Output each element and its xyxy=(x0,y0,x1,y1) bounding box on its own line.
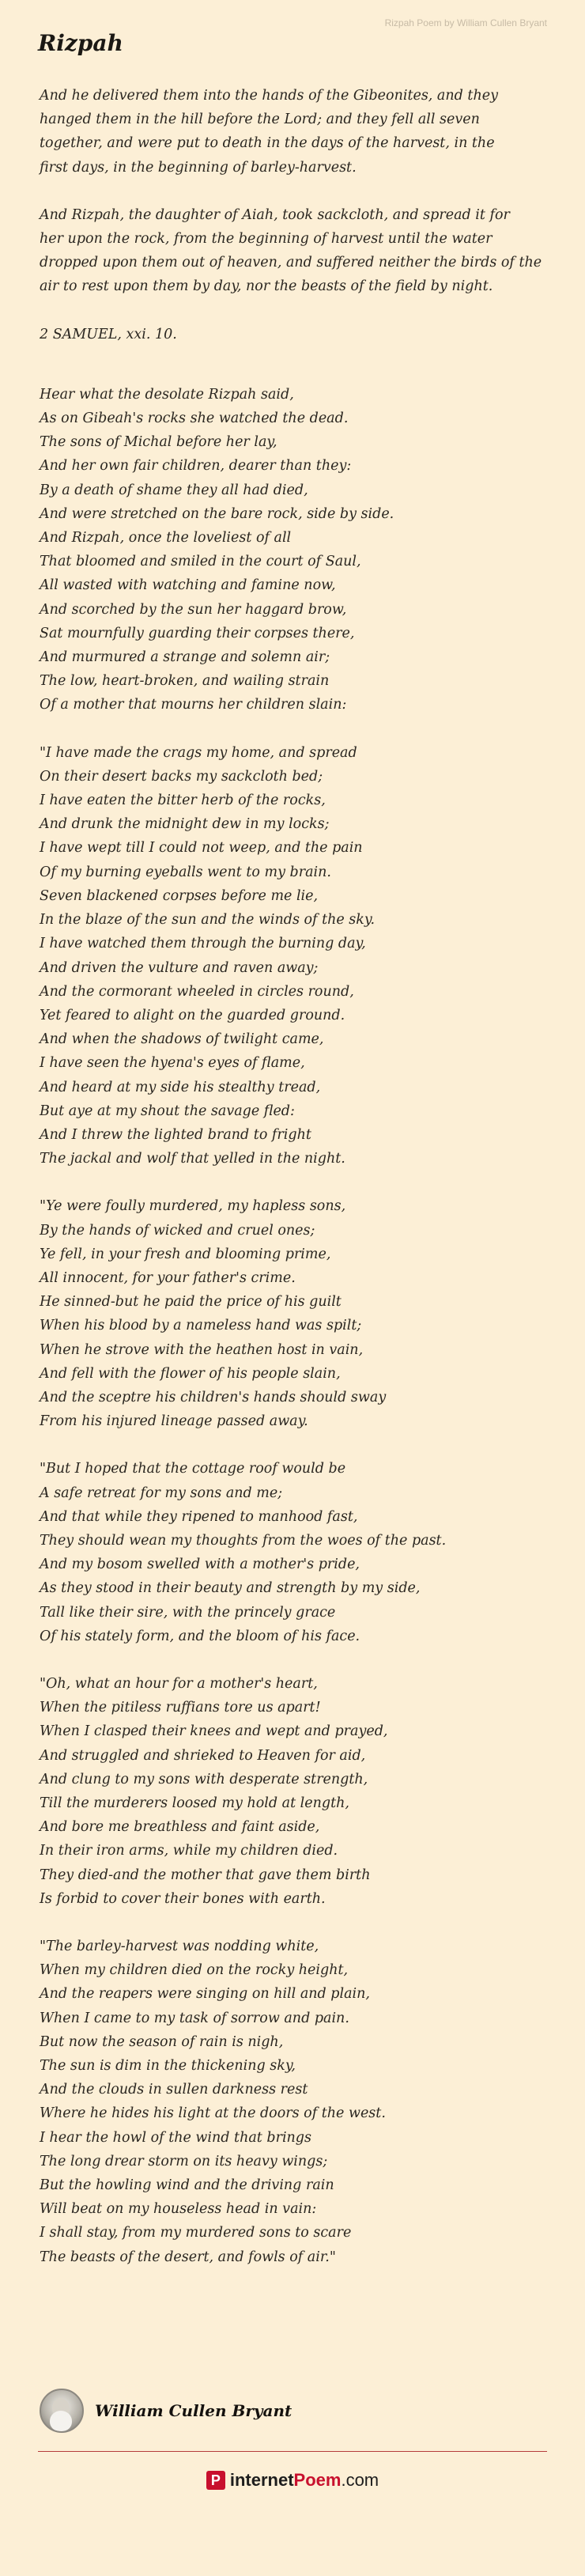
poem-line: But now the season of rain is nigh, xyxy=(40,2033,284,2050)
poem-line: When his blood by a nameless hand was spilt; xyxy=(40,1318,362,1334)
poem-line: The sons of Michal before her lay, xyxy=(40,434,277,451)
poem-line: And murmured a strange and solemn air; xyxy=(40,649,330,666)
scripture-reference: 2 SAMUEL, xxi. 10. xyxy=(40,326,177,342)
poem-line: "Ye were foully murdered, my hapless sons, xyxy=(40,1198,346,1215)
poem-line: When my children died on the rocky height, xyxy=(40,1962,349,1979)
poem-line: And fell with the flower of his people slain, xyxy=(40,1365,341,1382)
poem-line: "The barley-harvest was nodding white, xyxy=(40,1939,319,1955)
poem-body xyxy=(40,383,553,2269)
poem-line: And the sceptre his children's hands should sway xyxy=(40,1389,387,1405)
stanza xyxy=(40,1672,553,1911)
author-block[interactable] xyxy=(40,2389,292,2433)
author-name[interactable]: William Cullen Bryant xyxy=(95,2401,292,2420)
poem-line: And struggled and shrieked to Heaven for aid, xyxy=(40,1747,366,1764)
poem-line: From his injured lineage passed away. xyxy=(40,1413,308,1430)
poem-line: And the reapers were singing on hill and plain, xyxy=(40,1986,370,2003)
epigraph-paragraph xyxy=(40,84,553,180)
stanza xyxy=(40,383,553,717)
stanza xyxy=(40,1194,553,1433)
poem-line: When the pitiless ruffians tore us apart! xyxy=(40,1700,321,1716)
poem-line: "I have made the crags my home, and spread xyxy=(40,744,357,761)
poem-line: Is forbid to cover their bones with earth. xyxy=(40,1890,326,1907)
poem-line: As they stood in their beauty and strength by my side, xyxy=(40,1580,421,1597)
poem-line: I have seen the hyena's eyes of flame, xyxy=(40,1055,305,1072)
poem-line: And when the shadows of twilight came, xyxy=(40,1031,324,1048)
epigraph-line: And Rizpah, the daughter of Aiah, took sackcloth, and spread it for xyxy=(40,206,510,223)
poem-line: Of my burning eyeballs went to my brain. xyxy=(40,864,331,880)
poem-line: That bloomed and smiled in the court of Saul, xyxy=(40,554,361,570)
poem-line: And were stretched on the bare rock, side by side. xyxy=(40,505,394,522)
poem-line: I have eaten the bitter herb of the rocks, xyxy=(40,792,326,809)
poem-line: "Oh, what an hour for a mother's heart, xyxy=(40,1675,318,1692)
poem-line: And scorched by the sun her haggard brow, xyxy=(40,601,347,618)
poem-line: But the howling wind and the driving rain xyxy=(40,2177,334,2194)
epigraph-line: dropped upon them out of heaven, and suffered neither the birds of the xyxy=(40,255,542,271)
stanza xyxy=(40,1457,553,1648)
epigraph-line: her upon the rock, from the beginning of harvest until the water xyxy=(40,231,493,248)
poem-line: Yet feared to alight on the guarded ground. xyxy=(40,1007,345,1023)
epigraph xyxy=(40,84,553,299)
poem-line: And bore me breathless and faint aside, xyxy=(40,1819,320,1836)
poem-title: Rizpah xyxy=(38,30,123,56)
poem-line: And the cormorant wheeled in circles round, xyxy=(40,983,354,1000)
poem-line: And Rizpah, once the loveliest of all xyxy=(40,530,292,547)
poem-line: They died-and the mother that gave them birth xyxy=(40,1867,371,1883)
poem-line: Ye fell, in your fresh and blooming prime, xyxy=(40,1246,331,1262)
stanza xyxy=(40,1935,553,2269)
poem-line: "But I hoped that the cottage roof would be xyxy=(40,1461,346,1477)
author-avatar xyxy=(40,2389,84,2433)
footer-divider xyxy=(38,2451,547,2452)
poem-line: As on Gibeah's rocks she watched the dead. xyxy=(40,410,349,427)
poem-line: By a death of shame they all had died, xyxy=(40,482,308,498)
logo-mark-icon: P xyxy=(206,2471,225,2490)
poem-line: Hear what the desolate Rizpah said, xyxy=(40,386,294,403)
poem-line: On their desert backs my sackcloth bed; xyxy=(40,768,323,785)
poem-line: Tall like their sire, with the princely grace xyxy=(40,1604,336,1621)
poem-line: Will beat on my houseless head in vain: xyxy=(40,2201,317,2218)
poem-line: All wasted with watching and famine now, xyxy=(40,577,336,594)
site-credit: Rizpah Poem by William Cullen Bryant xyxy=(384,17,547,28)
epigraph-paragraph xyxy=(40,203,553,299)
poem-line: The jackal and wolf that yelled in the night. xyxy=(40,1151,345,1167)
poem-line: I hear the howl of the wind that brings xyxy=(40,2129,311,2146)
logo-text-com: .com xyxy=(341,2470,379,2490)
poem-line: And the clouds in sullen darkness rest xyxy=(40,2082,308,2098)
poem-line: Till the murderers loosed my hold at length, xyxy=(40,1795,349,1811)
poem-line: I have watched them through the burning day, xyxy=(40,936,366,952)
poem-line: And that while they ripened to manhood fast, xyxy=(40,1508,358,1525)
poem-line: Where he hides his light at the doors of the west. xyxy=(40,2105,386,2122)
poem-line: Sat mournfully guarding their corpses there, xyxy=(40,625,355,641)
poem-line: And heard at my side his stealthy tread, xyxy=(40,1079,321,1095)
poem-line: When he strove with the heathen host in vain, xyxy=(40,1341,364,1358)
epigraph-line: hanged them in the hill before the Lord; and they fell all seven xyxy=(40,112,480,128)
poem-line: A safe retreat for my sons and me; xyxy=(40,1485,283,1501)
poem-line: When I clasped their knees and wept and prayed, xyxy=(40,1723,388,1740)
poem-line: The beasts of the desert, and fowls of air." xyxy=(40,2249,336,2265)
poem-line: By the hands of wicked and cruel ones; xyxy=(40,1222,315,1239)
poem-line: They should wean my thoughts from the woes of the past. xyxy=(40,1532,447,1549)
logo-text-poem: Poem xyxy=(293,2470,342,2490)
poem-line: He sinned-but he paid the price of his guilt xyxy=(40,1294,342,1311)
poem-line: When I came to my task of sorrow and pain. xyxy=(40,2010,349,2026)
poem-line: In the blaze of the sun and the winds of the sky. xyxy=(40,912,376,929)
poem-line: I have wept till I could not weep, and the pain xyxy=(40,840,363,857)
poem-line: Of his stately form, and the bloom of his face. xyxy=(40,1628,360,1644)
epigraph-line: air to rest upon them by day, nor the beasts of the field by night. xyxy=(40,278,493,295)
poem-line: And I threw the lighted brand to fright xyxy=(40,1126,311,1143)
site-logo[interactable] xyxy=(0,2470,585,2491)
epigraph-line: And he delivered them into the hands of the Gibeonites, and they xyxy=(40,88,498,104)
poem-line: Of a mother that mourns her children slain: xyxy=(40,697,347,713)
poem-line: But aye at my shout the savage fled: xyxy=(40,1103,295,1119)
poem-line: I shall stay, from my murdered sons to scare xyxy=(40,2225,352,2241)
poem-line: In their iron arms, while my children died. xyxy=(40,1843,338,1859)
poem-line: And clung to my sons with desperate strength, xyxy=(40,1771,368,1787)
epigraph-line: first days, in the beginning of barley-harvest. xyxy=(40,159,357,176)
poem-line: All innocent, for your father's crime. xyxy=(40,1269,296,1286)
stanza xyxy=(40,741,553,1171)
poem-line: And drunk the midnight dew in my locks; xyxy=(40,816,330,833)
poem-line: The low, heart-broken, and wailing strain xyxy=(40,673,330,690)
poem-line: And driven the vulture and raven away; xyxy=(40,959,319,976)
poem-line: Seven blackened corpses before me lie, xyxy=(40,887,319,904)
poem-content xyxy=(40,84,553,2269)
poem-line: And her own fair children, dearer than they: xyxy=(40,458,352,475)
logo-text-internet: internet xyxy=(229,2470,294,2490)
epigraph-line: together, and were put to death in the days of the harvest, in the xyxy=(40,135,495,152)
poem-line: And my bosom swelled with a mother's pride, xyxy=(40,1557,360,1573)
poem-line: The sun is dim in the thickening sky, xyxy=(40,2058,296,2075)
poem-line: The long drear storm on its heavy wings; xyxy=(40,2153,328,2169)
